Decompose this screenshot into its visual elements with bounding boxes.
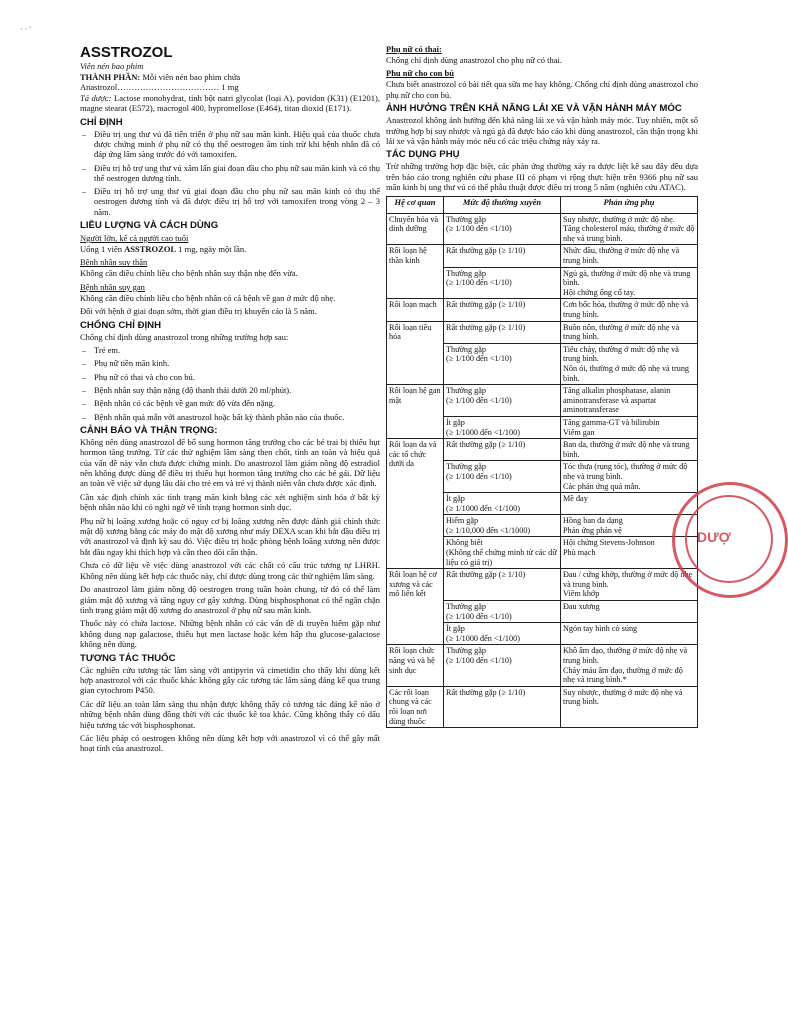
reaction-item: Khô âm đạo, thường ở mức độ nhẹ và trung bình. xyxy=(563,646,688,665)
table-row xyxy=(387,645,698,686)
warning-paragraph: Không nên dùng anastrozol để bổ sung hormon tăng trưởng cho các bé trai bị thiếu hụt hormon tăng trưởng. Từ các thử nghiệm lâm sàng then chốt, tính an toàn và hiệu quả của vấn đề này vẫn chưa được chứng minh. Do anastrozol làm giảm nồng độ estradiol nên không được dùng để điều trị thiếu hụt hormon tăng trưởng cho các bé gái. Dữ liệu an toàn về việc sử dụng lâu dài cho trẻ em và trẻ vị thành niên vẫn chưa được xác định. xyxy=(80,436,380,489)
reaction-cell xyxy=(561,267,698,299)
reaction-item: Đau / cứng khớp, thường ở mức độ nhẹ và trung bình. xyxy=(563,570,693,589)
frequency-line: (≥ 1/100 đến <1/10) xyxy=(446,354,512,364)
reaction-item: Suy nhược, thường ở mức độ nhẹ. xyxy=(563,214,675,224)
frequency-cell xyxy=(444,416,561,438)
excipients-text: Lactose monohydrat, tinh bột natri glycolat (loại A), povidon (K31) (E1201), magne stearat (E572), macrogol 400, hypromellose (E464), titan dioxid (E171). xyxy=(80,92,381,114)
reaction-item: Viêm gan xyxy=(563,427,595,437)
frequency-cell xyxy=(444,645,561,686)
table-row xyxy=(387,245,698,267)
side-effects-table xyxy=(386,196,698,729)
lactation-label: Phụ nữ cho con bú xyxy=(386,68,454,79)
side-effects-intro: Trừ những trường hợp đặc biệt, các phản ứng thường xảy ra được liệt kê sau đây đều dựa trên báo cáo trong nghiên cứu phase III có phạm vi rộng thực hiện trên 9366 phụ nữ sau mãn kinh bị ung thư vú có thể phẫu thuật được điều trị trong 5 năm (nghiên cứu ATAC). xyxy=(386,161,698,193)
frequency-line: Thường gặp xyxy=(446,268,486,278)
adults-pre: Uống 1 viên xyxy=(80,244,125,254)
organ-cell: Chuyển hóa và dinh dưỡng xyxy=(387,213,444,245)
column-header-organ: Hệ cơ quan xyxy=(387,196,444,213)
official-stamp xyxy=(672,482,788,598)
reaction-cell xyxy=(561,493,698,515)
frequency-line: Ít gặp xyxy=(446,417,465,427)
reaction-cell xyxy=(561,385,698,417)
frequency-line: Thường gặp xyxy=(446,602,486,612)
frequency-line: Thường gặp xyxy=(446,344,486,354)
active-ingredient: Anastrozol……………………………… 1 mg xyxy=(80,82,239,93)
reaction-item: Đau xương xyxy=(563,602,600,612)
frequency-line: Rất thường gặp (≥ 1/10) xyxy=(446,440,526,450)
reaction-item: Tiêu chảy, thường ở mức độ nhẹ và trung bình. xyxy=(563,344,679,364)
frequency-line: (≥ 1/100 đến <1/10) xyxy=(446,611,512,621)
list-item: – Điều trị hỗ trợ ung thư vú xâm lấn giai đoạn đầu cho phụ nữ sau mãn kinh và có thụ thể oestrogen dương tính. xyxy=(80,163,380,184)
organ-cell: Rối loạn da và các tổ chức dưới da xyxy=(387,439,444,569)
list-item: – Trẻ em. xyxy=(80,345,380,355)
side-effects-heading: TÁC DỤNG PHỤ xyxy=(386,149,460,161)
pregnancy-label: Phụ nữ có thai: xyxy=(386,44,442,54)
excipients-label: Tá dược: xyxy=(80,92,112,103)
column-header-frequency: Mức độ thường xuyên xyxy=(444,196,561,213)
frequency-cell xyxy=(444,623,561,645)
dosage-heading: LIỀU LƯỢNG VÀ CÁCH DÙNG xyxy=(80,220,219,231)
reaction-cell xyxy=(561,569,698,601)
reaction-item: Ngón tay hình cò súng xyxy=(563,624,638,634)
frequency-cell xyxy=(444,299,561,321)
frequency-line: (Không thể chứng minh từ các dữ liệu có giá trị) xyxy=(446,548,557,567)
frequency-line: Rất thường gặp (≥ 1/10) xyxy=(446,300,526,310)
frequency-line: Thường gặp xyxy=(446,386,486,396)
frequency-line: Rất thường gặp (≥ 1/10) xyxy=(446,570,526,580)
reaction-item: Viêm khớp xyxy=(563,589,600,599)
frequency-line: (≥ 1/1000 đến <1/100) xyxy=(446,503,520,513)
reaction-cell xyxy=(561,299,698,321)
frequency-line: Rất thường gặp (≥ 1/10) xyxy=(446,246,526,256)
renal-label: Bệnh nhân suy thận xyxy=(80,257,148,268)
reaction-item: Hồng ban đa dạng xyxy=(563,516,623,526)
warning-paragraph: Chưa có dữ liệu về việc dùng anastrozol với các chất có cấu trúc tương tự LHRH. Không nên dùng kết hợp các thuốc này, chỉ được dùng trong các thử nghiệm lâm sàng. xyxy=(80,560,380,581)
table-header-row xyxy=(387,196,698,213)
frequency-line: (≥ 1/1000 đến <1/100) xyxy=(446,633,520,643)
contraindications-list xyxy=(80,345,380,422)
frequency-cell xyxy=(444,439,561,461)
reaction-cell xyxy=(561,416,698,438)
reaction-item: Nôn ói, thường ở mức độ nhẹ và trung bình. xyxy=(563,363,690,383)
hepatic-label: Bệnh nhân suy gan xyxy=(80,281,145,292)
frequency-cell xyxy=(444,515,561,537)
interaction-paragraph: Các liệu pháp có oestrogen không nên dùng kết hợp với anastrozol vì có thể gây mất hoạt tính của anastrozol. xyxy=(80,732,380,754)
reaction-cell xyxy=(561,686,698,727)
indications-heading: CHỈ ĐỊNH xyxy=(80,116,123,128)
scan-marks: · · ' xyxy=(20,25,31,34)
reaction-cell xyxy=(561,213,698,245)
renal-text: Không cần điều chỉnh liều cho bệnh nhân suy thận nhẹ đến vừa. xyxy=(80,268,298,279)
frequency-cell xyxy=(444,321,561,343)
table-row xyxy=(387,439,698,461)
reaction-item: Các phản ứng quá mẫn. xyxy=(563,481,641,491)
frequency-line: (≥ 1/100 đến <1/10) xyxy=(446,278,512,288)
driving-text: Anastrozol không ảnh hưởng đến khả năng lái xe và vận hành máy móc. Tuy nhiên, một số trường hợp bị suy nhược và ngủ gà đã được báo cáo khi dùng anastrozol, cần thận trọng khi lái xe và vận hành máy móc nếu có các triệu chứng này xảy ra. xyxy=(386,115,698,147)
column-header-reaction: Phản ứng phụ xyxy=(561,196,698,213)
reaction-item: Chảy máu âm đạo, thường ở mức độ nhẹ và trung bình.* xyxy=(563,665,683,685)
list-item: – Điều trị hỗ trợ ung thư vú giai đoạn đầu cho phụ nữ sau mãn kinh có thụ thể oestrogen dương tính và đã được điều trị hỗ trợ với tamoxifen trong vòng 2 – 3 năm. xyxy=(80,186,380,217)
adults-post: 1 mg, ngày một lần. xyxy=(176,244,247,254)
reaction-item: Ngủ gà, thường ở mức độ nhẹ và trung bình. xyxy=(563,268,691,288)
table-row xyxy=(387,385,698,417)
organ-cell: Rối loạn hệ thần kinh xyxy=(387,245,444,299)
driving-heading: ẢNH HƯỞNG TRÊN KHẢ NĂNG LÁI XE VÀ VẬN HÀNH MÁY MÓC xyxy=(386,103,682,115)
frequency-line: Hiếm gặp xyxy=(446,516,479,526)
warning-paragraph: Thuốc này có chứa lactose. Những bệnh nhân có các vấn đề di truyền hiếm gặp như không dung nạp galactose, thiếu hụt men lactase hoặc kém hấp thu glucose-galactose không nên dùng. xyxy=(80,618,380,650)
table-row xyxy=(387,299,698,321)
table-row xyxy=(387,686,698,727)
warning-paragraph: Cần xác định chính xác tình trạng mãn kinh bằng các xét nghiệm sinh hóa ở bất kỳ bệnh nhân nào khi có nghi ngờ về tình trạng hormon sinh dục. xyxy=(80,491,380,513)
frequency-cell xyxy=(444,343,561,384)
contraindications-heading: CHỐNG CHỈ ĐỊNH xyxy=(80,319,162,331)
warning-paragraph: Phụ nữ bị loãng xương hoặc có nguy cơ bị loãng xương nên được đánh giá chính thức mật độ xương bằng các máy đo mật độ xương như máy DEXA scan khi bắt đầu điều trị với anastrozol và định kỳ sau đó. Việc điều trị hoặc phòng bệnh loãng xương nên được bắt đầu ngay khi thích hợp và cần theo dõi cẩn thận. xyxy=(80,515,380,557)
reaction-item: Tóc thưa (rụng tóc), thường ở mức độ nhẹ và trung bình. xyxy=(563,462,688,481)
adults-drug: ASSTROZOL xyxy=(124,244,177,254)
contraindications-intro: Chống chỉ định dùng anastrozol trong những trường hợp sau: xyxy=(80,331,289,342)
frequency-line: Ít gặp xyxy=(446,494,465,504)
frequency-line: (≥ 1/100 đến <1/10) xyxy=(446,395,512,405)
frequency-line: (≥ 1/1000 đến <1/100) xyxy=(446,427,520,437)
frequency-line: Ít gặp xyxy=(446,624,465,634)
reaction-cell xyxy=(561,601,698,623)
adults-text xyxy=(80,244,380,254)
frequency-cell xyxy=(444,601,561,623)
frequency-line: (≥ 1/100 đến <1/10) xyxy=(446,471,512,481)
frequency-line: Thường gặp xyxy=(446,462,486,472)
excipients xyxy=(80,93,380,114)
reaction-item: Phù mạch xyxy=(563,548,596,558)
frequency-line: Không biết xyxy=(446,538,483,548)
frequency-cell xyxy=(444,213,561,245)
right-column xyxy=(386,44,698,728)
frequency-line: (≥ 1/100 đến <1/10) xyxy=(446,656,512,665)
table-row xyxy=(387,321,698,343)
dosage-form: Viên nén bao phim xyxy=(80,61,144,71)
organ-cell: Rối loạn hệ gan mật xyxy=(387,385,444,439)
reaction-cell xyxy=(561,461,698,493)
composition-heading: THÀNH PHẦN: xyxy=(80,72,141,82)
list-item: – Bệnh nhân có các bệnh về gan mức độ vừa đến nặng. xyxy=(80,398,380,408)
table-row xyxy=(387,569,698,601)
interactions-heading: TƯƠNG TÁC THUỐC xyxy=(80,652,176,664)
lactation-text: Chưa biết anastrozol có bài tiết qua sữa mẹ hay không. Chống chỉ định dùng anastrozol cho phụ nữ cho con bú. xyxy=(386,79,698,100)
reaction-item: Cơn bốc hỏa, thường ở mức độ nhẹ và trung bình. xyxy=(563,300,689,319)
frequency-line: Rất thường gặp (≥ 1/10) xyxy=(446,687,526,697)
frequency-line: Thường gặp xyxy=(446,214,486,224)
reaction-cell xyxy=(561,343,698,384)
organ-cell: Rối loạn mạch xyxy=(387,299,444,321)
warning-paragraph: Do anastrozol làm giảm nồng độ oestrogen trong tuần hoàn chung, từ đó có thể làm giảm mật độ xương và tăng nguy cơ gãy xương. Dùng bisphosphonat có thể ngăn chặn tình trạng giảm mật độ xương do anastrozol ở phụ nữ sau mãn kinh. xyxy=(80,584,380,615)
list-item: – Điều trị ung thư vú đã tiến triển ở phụ nữ sau mãn kinh. Hiệu quả của thuốc chưa được chứng minh ở phụ nữ có thụ thể oestrogen âm tính trừ khi bệnh nhân đã có đáp ứng lâm sàng trước đó với tamoxifen. xyxy=(80,129,380,160)
early-stage-text: Đối với bệnh ở giai đoạn sớm, thời gian điều trị khuyến cáo là 5 năm. xyxy=(80,306,317,317)
reaction-item: Tăng gamma-GT và bilirubin xyxy=(563,417,660,427)
reaction-item: Tăng cholesterol máu, thường ở mức độ nhẹ và trung bình. xyxy=(563,224,695,243)
reaction-item: Nhức đầu, thường ở mức độ nhẹ và trung bình. xyxy=(563,246,680,266)
stamp-text: DƯỢ xyxy=(697,529,731,545)
reaction-item: Hội chứng Stevens-Johnson xyxy=(563,538,655,548)
frequency-cell xyxy=(444,245,561,267)
composition-text: Mỗi viên nén bao phim chứa xyxy=(140,72,241,82)
reaction-cell xyxy=(561,321,698,343)
reaction-item: Tăng alkalin phosphatase, alanin aminotransferase và aspartat aminotransferase xyxy=(563,386,671,415)
reaction-item: Buồn nôn, thường ở mức độ nhẹ và trung bình. xyxy=(563,322,680,342)
organ-cell: Rối loạn hệ cơ xương và các mô liên kết xyxy=(387,569,444,645)
reaction-item: Suy nhược, thường ở mức độ nhẹ và trung bình. xyxy=(563,687,683,707)
hepatic-text: Không cần điều chỉnh liều cho bệnh nhân có cả bệnh về gan ở mức độ nhẹ. xyxy=(80,292,336,303)
reaction-cell xyxy=(561,645,698,686)
reaction-item: Ban da, thường ở mức độ nhẹ và trung bình. xyxy=(563,440,690,459)
reaction-cell xyxy=(561,439,698,461)
reaction-item: Mề đay xyxy=(563,494,588,504)
frequency-line: (≥ 1/10,000 đến <1/1000) xyxy=(446,525,531,535)
frequency-cell xyxy=(444,493,561,515)
list-item: – Phụ nữ tiền mãn kinh. xyxy=(80,358,380,368)
frequency-cell xyxy=(444,461,561,493)
organ-cell: Rối loạn chức năng vú và hệ sinh dục xyxy=(387,645,444,686)
frequency-cell xyxy=(444,569,561,601)
frequency-line: Thường gặp xyxy=(446,646,486,656)
adults-label: Người lớn, kể cả người cao tuổi xyxy=(80,233,189,243)
interaction-paragraph: Các dữ liệu an toàn lâm sàng thu nhận được không thấy có tương tác đáng kể nào ở những bệnh nhân dùng đồng thời với các thuốc kê toa khác. Cũng không thấy có dấu hiệu tương tác với bisphosphonat. xyxy=(80,698,380,730)
frequency-cell xyxy=(444,537,561,569)
pregnancy-text: Chống chỉ định dùng anastrozol cho phụ nữ có thai. xyxy=(386,55,562,65)
list-item: – Bệnh nhân suy thận nặng (độ thanh thải dưới 20 ml/phút). xyxy=(80,385,380,395)
reaction-item: Phản ứng phản vệ xyxy=(563,525,622,535)
list-item: – Bệnh nhân quá mẫn với anastrozol hoặc bất kỳ thành phần nào của thuốc. xyxy=(80,412,380,422)
reaction-item: Hội chứng ống cổ tay. xyxy=(563,287,636,297)
frequency-cell xyxy=(444,267,561,299)
left-column xyxy=(80,44,380,757)
table-row xyxy=(387,213,698,245)
frequency-cell xyxy=(444,385,561,417)
drug-title: ASSTROZOL xyxy=(80,44,173,61)
frequency-line: Rất thường gặp (≥ 1/10) xyxy=(446,322,526,332)
interaction-paragraph: Các nghiên cứu tương tác lâm sàng với antipyrin và cimetidin cho thấy khi dùng kết hợp anastrozol với các thuốc khác không gây các tương tác lâm sàng đáng kể qua trung gian cytochrom P450. xyxy=(80,664,380,696)
reaction-cell xyxy=(561,245,698,267)
organ-cell: Rối loạn tiêu hóa xyxy=(387,321,444,385)
side-effects-table-body xyxy=(387,213,698,728)
composition-line xyxy=(80,72,380,82)
organ-cell: Các rối loạn chung và các rối loạn nơi dùng thuốc xyxy=(387,686,444,727)
warnings-heading: CẢNH BÁO VÀ THẬN TRỌNG: xyxy=(80,424,218,436)
frequency-line: (≥ 1/100 đến <1/10) xyxy=(446,224,512,234)
frequency-cell xyxy=(444,686,561,727)
indications-list xyxy=(80,129,380,217)
reaction-cell xyxy=(561,623,698,645)
list-item: – Phụ nữ có thai và cho con bú. xyxy=(80,372,380,382)
